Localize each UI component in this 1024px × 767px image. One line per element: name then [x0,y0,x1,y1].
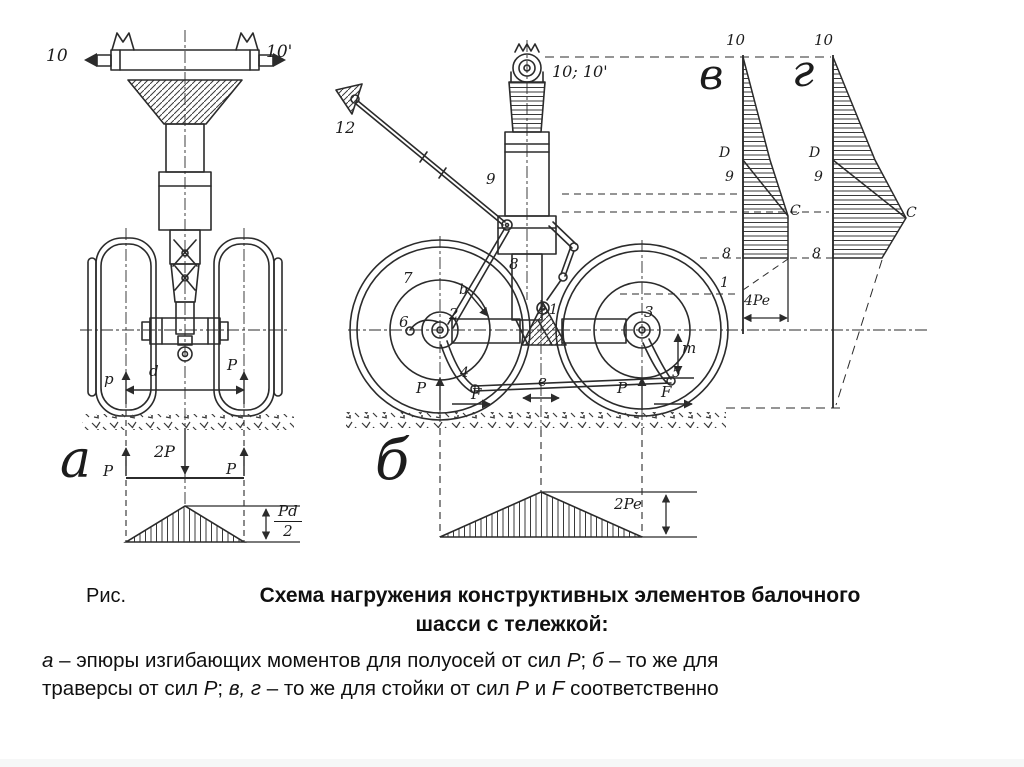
label-g-D: D [809,145,821,161]
caption-title-line1 [0,584,1024,613]
label-node-1: 1 [549,302,558,318]
label-force-P-front: P [416,379,427,397]
caption-segment: P [515,677,530,700]
caption-title-line2: шасси с тележкой: [415,613,609,636]
label-node-10-10: 10; 10' [552,62,608,81]
label-node-3: 3 [644,303,654,321]
caption-segment: ; [580,649,592,672]
label-dim-m: m [682,339,697,357]
caption-segment: – эпюры изгибающих моментов для полуосей от сил [53,649,567,672]
view-letter-b: б [375,428,410,493]
fraction-denominator: 2 [283,522,293,540]
caption-segment: соответственно [564,677,719,700]
fraction-numerator: Pd [274,502,302,522]
label-force-P-rear: P [617,379,628,397]
caption-segment: и [529,677,552,700]
moment-value-Pd-over-2 [274,502,302,540]
moment-value-2Pe: 2Pe [614,495,642,513]
label-v-10: 10 [726,31,746,49]
caption-segment: F [551,677,565,700]
figure-number: Рис. [86,585,127,607]
label-force-p-small: p [104,370,114,388]
label-node-6: 6 [399,313,409,331]
label-node-10-right: 10' [266,42,293,62]
caption-description [0,647,1024,703]
caption-desc-line2 [42,675,1024,703]
caption-desc-line1 [42,647,1024,675]
label-force-F-front: F [471,385,482,403]
label-force-P-left: P [103,462,114,480]
figure-caption [0,584,1024,703]
label-g-8: 8 [812,246,821,262]
caption-segment: – то же для [603,649,719,672]
label-force-F-rear: F [661,383,672,401]
caption-segment: а [42,649,54,672]
caption-title-text: Схема нагружения конструктивных элементов балочного [259,584,861,607]
label-g-10: 10 [814,31,834,49]
label-dim-d: d [149,362,159,380]
caption-segment: – то же для стойки от сил [261,677,516,700]
label-g-C: C [906,205,917,221]
caption-segment: P [203,677,218,700]
label-v-9: 9 [725,169,734,185]
label-node-10-left: 10 [46,46,68,66]
caption-segment: б [591,649,604,672]
diagram-letter-v: в [699,50,724,99]
caption-segment: траверсы от сил [42,677,204,700]
diagram-letter-g: г [792,46,815,97]
label-v-1: 1 [720,275,729,291]
label-node-8: 8 [509,255,519,273]
label-node-2: 2 [449,305,459,323]
caption-segment: в, г [228,677,262,700]
label-v-D: D [719,145,731,161]
view-letter-a: а [60,430,92,490]
moment-value-4Pe: 4Pe [744,293,770,309]
label-g-9: 9 [814,169,823,185]
label-force-P-right: P [226,460,237,478]
caption-segment: P [566,649,581,672]
label-node-4: 4 [460,365,469,381]
bottom-strip [0,759,1024,767]
label-v-C: C [790,203,801,219]
label-v-8: 8 [722,246,731,262]
label-dim-e: e [538,372,547,390]
label-node-5: 5 [672,365,681,381]
caption-segment: ; [217,677,229,700]
label-node-9: 9 [486,170,496,188]
label-force-2P: 2P [154,442,175,461]
label-node-12: 12 [335,118,356,137]
label-force-P-dim: P [227,356,238,374]
label-dim-b: b [459,282,468,298]
label-node-7: 7 [403,269,413,287]
